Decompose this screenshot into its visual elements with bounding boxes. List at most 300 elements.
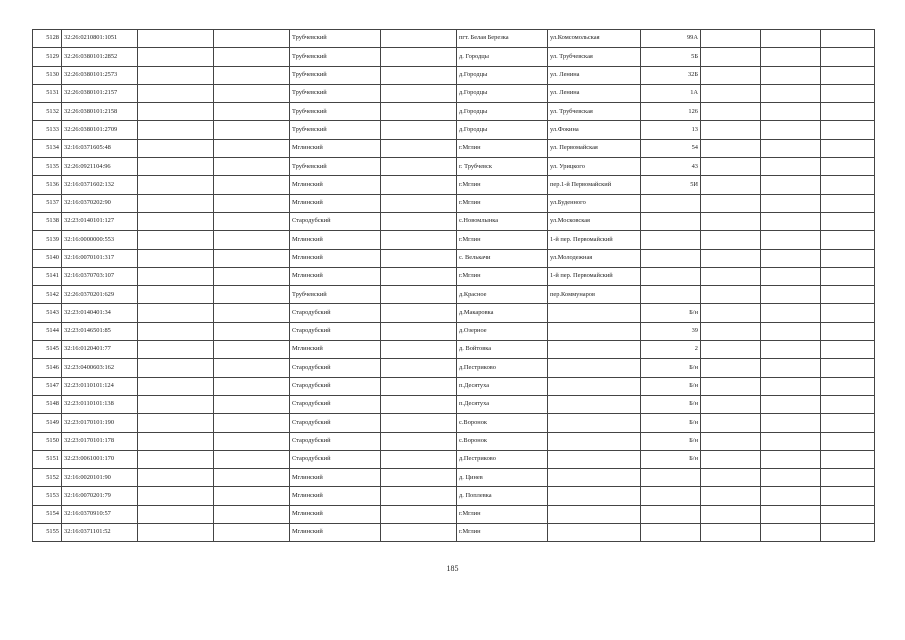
- cadastral-number-cell: 32:16:0070201:79: [62, 487, 138, 505]
- cadastral-number-cell: 32:23:0110101:124: [62, 377, 138, 395]
- empty-cell: [701, 158, 761, 176]
- row-number-cell: 5143: [33, 304, 62, 322]
- district-cell: Мглинский: [290, 505, 381, 523]
- cadastral-number-cell: 32:26:0380101:2573: [62, 66, 138, 84]
- district-cell: Стародубский: [290, 212, 381, 230]
- empty-cell: [821, 30, 875, 48]
- empty-cell: [821, 231, 875, 249]
- table-row: [33, 341, 875, 359]
- empty-cell: [214, 176, 290, 194]
- empty-cell: [138, 139, 214, 157]
- empty-cell: [381, 286, 457, 304]
- district-cell: Мглинский: [290, 176, 381, 194]
- district-cell: Стародубский: [290, 304, 381, 322]
- empty-cell: [821, 212, 875, 230]
- house-number-cell: Б/н: [641, 414, 701, 432]
- district-cell: Трубчевский: [290, 158, 381, 176]
- empty-cell: [138, 176, 214, 194]
- street-cell: [548, 304, 641, 322]
- empty-cell: [138, 322, 214, 340]
- district-cell: Стародубский: [290, 414, 381, 432]
- row-number-cell: 5131: [33, 84, 62, 102]
- locality-cell: с.Новомлынка: [457, 212, 548, 230]
- page-number: 185: [446, 564, 459, 573]
- empty-cell: [381, 469, 457, 487]
- empty-cell: [821, 395, 875, 413]
- empty-cell: [761, 505, 821, 523]
- row-number-cell: 5133: [33, 121, 62, 139]
- cadastral-number-cell: 32:16:0370202:90: [62, 194, 138, 212]
- empty-cell: [381, 432, 457, 450]
- locality-cell: д. Войтовка: [457, 341, 548, 359]
- empty-cell: [821, 194, 875, 212]
- empty-cell: [381, 176, 457, 194]
- empty-cell: [761, 524, 821, 542]
- cadastral-number-cell: 32:26:0370201:629: [62, 286, 138, 304]
- locality-cell: г.Мглин: [457, 267, 548, 285]
- empty-cell: [761, 48, 821, 66]
- row-number-cell: 5149: [33, 414, 62, 432]
- house-number-cell: Б/н: [641, 304, 701, 322]
- empty-cell: [381, 359, 457, 377]
- empty-cell: [138, 377, 214, 395]
- district-cell: Мглинский: [290, 487, 381, 505]
- empty-cell: [381, 121, 457, 139]
- district-cell: Мглинский: [290, 139, 381, 157]
- empty-cell: [381, 194, 457, 212]
- cadastral-number-cell: 32:23:0170101:190: [62, 414, 138, 432]
- locality-cell: д. Цинев: [457, 469, 548, 487]
- district-cell: Стародубский: [290, 432, 381, 450]
- empty-cell: [214, 139, 290, 157]
- cadastral-number-cell: 32:23:0140401:34: [62, 304, 138, 322]
- row-number-cell: 5151: [33, 450, 62, 468]
- empty-cell: [138, 286, 214, 304]
- empty-cell: [701, 267, 761, 285]
- empty-cell: [381, 395, 457, 413]
- empty-cell: [138, 524, 214, 542]
- cadastral-number-cell: 32:26:0380101:2709: [62, 121, 138, 139]
- empty-cell: [821, 341, 875, 359]
- street-cell: ул.Буденного: [548, 194, 641, 212]
- district-cell: Трубчевский: [290, 66, 381, 84]
- table-row: [33, 231, 875, 249]
- empty-cell: [761, 322, 821, 340]
- empty-cell: [701, 194, 761, 212]
- locality-cell: д.Городцы: [457, 103, 548, 121]
- house-number-cell: Б/н: [641, 450, 701, 468]
- house-number-cell: [641, 267, 701, 285]
- empty-cell: [381, 66, 457, 84]
- street-cell: [548, 377, 641, 395]
- table-row: [33, 395, 875, 413]
- street-cell: ул. Ленина: [548, 84, 641, 102]
- empty-cell: [214, 121, 290, 139]
- empty-cell: [381, 377, 457, 395]
- table-row: [33, 121, 875, 139]
- empty-cell: [138, 267, 214, 285]
- locality-cell: д.Пестриково: [457, 450, 548, 468]
- empty-cell: [381, 341, 457, 359]
- house-number-cell: [641, 505, 701, 523]
- empty-cell: [214, 212, 290, 230]
- empty-cell: [138, 249, 214, 267]
- empty-cell: [214, 487, 290, 505]
- street-cell: [548, 341, 641, 359]
- empty-cell: [761, 377, 821, 395]
- empty-cell: [214, 267, 290, 285]
- empty-cell: [381, 304, 457, 322]
- house-number-cell: Б/н: [641, 395, 701, 413]
- empty-cell: [761, 450, 821, 468]
- table-row: [33, 487, 875, 505]
- empty-cell: [821, 450, 875, 468]
- cadastral-number-cell: 32:16:0371101:52: [62, 524, 138, 542]
- house-number-cell: [641, 286, 701, 304]
- house-number-cell: [641, 524, 701, 542]
- empty-cell: [701, 341, 761, 359]
- street-cell: пер.Коммунаров: [548, 286, 641, 304]
- street-cell: [548, 414, 641, 432]
- row-number-cell: 5155: [33, 524, 62, 542]
- row-number-cell: 5137: [33, 194, 62, 212]
- empty-cell: [138, 48, 214, 66]
- empty-cell: [821, 66, 875, 84]
- empty-cell: [214, 103, 290, 121]
- house-number-cell: 5И: [641, 176, 701, 194]
- district-cell: Трубчевский: [290, 121, 381, 139]
- empty-cell: [138, 450, 214, 468]
- empty-cell: [138, 30, 214, 48]
- table-row: [33, 359, 875, 377]
- locality-cell: г.Мглин: [457, 505, 548, 523]
- empty-cell: [821, 432, 875, 450]
- empty-cell: [214, 450, 290, 468]
- street-cell: [548, 505, 641, 523]
- street-cell: [548, 395, 641, 413]
- cadastral-number-cell: 32:16:0370703:107: [62, 267, 138, 285]
- empty-cell: [821, 121, 875, 139]
- cadastral-number-cell: 32:16:0371602:132: [62, 176, 138, 194]
- cadastral-number-cell: 32:16:0371605:48: [62, 139, 138, 157]
- district-cell: Мглинский: [290, 231, 381, 249]
- cadastral-number-cell: 32:26:0380101:2158: [62, 103, 138, 121]
- empty-cell: [138, 66, 214, 84]
- empty-cell: [214, 304, 290, 322]
- table-row: [33, 432, 875, 450]
- empty-cell: [138, 84, 214, 102]
- district-cell: Мглинский: [290, 524, 381, 542]
- locality-cell: д.Красное: [457, 286, 548, 304]
- empty-cell: [761, 395, 821, 413]
- table-row: [33, 103, 875, 121]
- empty-cell: [381, 450, 457, 468]
- row-number-cell: 5140: [33, 249, 62, 267]
- empty-cell: [214, 377, 290, 395]
- house-number-cell: 126: [641, 103, 701, 121]
- row-number-cell: 5154: [33, 505, 62, 523]
- house-number-cell: [641, 212, 701, 230]
- street-cell: ул.Московская: [548, 212, 641, 230]
- empty-cell: [138, 469, 214, 487]
- row-number-cell: 5128: [33, 30, 62, 48]
- street-cell: [548, 322, 641, 340]
- empty-cell: [214, 158, 290, 176]
- empty-cell: [701, 176, 761, 194]
- empty-cell: [761, 231, 821, 249]
- street-cell: [548, 359, 641, 377]
- locality-cell: с.Воронок: [457, 414, 548, 432]
- empty-cell: [761, 487, 821, 505]
- row-number-cell: 5134: [33, 139, 62, 157]
- empty-cell: [381, 48, 457, 66]
- table-row: [33, 414, 875, 432]
- street-cell: ул.Молодежная: [548, 249, 641, 267]
- empty-cell: [214, 84, 290, 102]
- house-number-cell: [641, 231, 701, 249]
- row-number-cell: 5135: [33, 158, 62, 176]
- empty-cell: [701, 432, 761, 450]
- district-cell: Стародубский: [290, 322, 381, 340]
- table-row: [33, 48, 875, 66]
- table-row: [33, 30, 875, 48]
- empty-cell: [214, 505, 290, 523]
- empty-cell: [701, 84, 761, 102]
- locality-cell: д. Городцы: [457, 48, 548, 66]
- empty-cell: [138, 359, 214, 377]
- empty-cell: [761, 176, 821, 194]
- table-row: [33, 304, 875, 322]
- locality-cell: д.Городцы: [457, 66, 548, 84]
- locality-cell: с.Воронок: [457, 432, 548, 450]
- empty-cell: [761, 212, 821, 230]
- cadastral-number-cell: 32:23:0110101:138: [62, 395, 138, 413]
- empty-cell: [381, 414, 457, 432]
- street-cell: [548, 524, 641, 542]
- empty-cell: [701, 487, 761, 505]
- empty-cell: [214, 249, 290, 267]
- cadastral-number-cell: 32:16:0020101:90: [62, 469, 138, 487]
- empty-cell: [381, 524, 457, 542]
- empty-cell: [138, 414, 214, 432]
- district-cell: Мглинский: [290, 249, 381, 267]
- empty-cell: [138, 194, 214, 212]
- house-number-cell: [641, 469, 701, 487]
- empty-cell: [761, 30, 821, 48]
- street-cell: [548, 487, 641, 505]
- registry-table: [32, 29, 875, 542]
- cadastral-number-cell: 32:16:0120401:77: [62, 341, 138, 359]
- empty-cell: [761, 194, 821, 212]
- house-number-cell: Б/н: [641, 377, 701, 395]
- empty-cell: [701, 249, 761, 267]
- empty-cell: [761, 304, 821, 322]
- empty-cell: [821, 176, 875, 194]
- empty-cell: [761, 469, 821, 487]
- empty-cell: [214, 395, 290, 413]
- empty-cell: [381, 84, 457, 102]
- row-number-cell: 5150: [33, 432, 62, 450]
- empty-cell: [761, 359, 821, 377]
- empty-cell: [761, 414, 821, 432]
- empty-cell: [214, 231, 290, 249]
- locality-cell: г.Мглин: [457, 194, 548, 212]
- empty-cell: [214, 194, 290, 212]
- row-number-cell: 5141: [33, 267, 62, 285]
- empty-cell: [821, 487, 875, 505]
- street-cell: ул.Комсомольская: [548, 30, 641, 48]
- empty-cell: [701, 304, 761, 322]
- empty-cell: [381, 212, 457, 230]
- empty-cell: [381, 103, 457, 121]
- table-row: [33, 267, 875, 285]
- row-number-cell: 5129: [33, 48, 62, 66]
- empty-cell: [761, 139, 821, 157]
- empty-cell: [701, 524, 761, 542]
- empty-cell: [138, 212, 214, 230]
- street-cell: ул.Фокина: [548, 121, 641, 139]
- street-cell: ул. Трубчевская: [548, 103, 641, 121]
- house-number-cell: [641, 249, 701, 267]
- empty-cell: [761, 121, 821, 139]
- empty-cell: [701, 377, 761, 395]
- district-cell: Стародубский: [290, 359, 381, 377]
- empty-cell: [821, 267, 875, 285]
- empty-cell: [701, 505, 761, 523]
- empty-cell: [821, 286, 875, 304]
- empty-cell: [214, 469, 290, 487]
- empty-cell: [761, 249, 821, 267]
- empty-cell: [821, 322, 875, 340]
- empty-cell: [761, 103, 821, 121]
- locality-cell: д.Озерное: [457, 322, 548, 340]
- house-number-cell: Б/н: [641, 359, 701, 377]
- empty-cell: [701, 231, 761, 249]
- empty-cell: [701, 103, 761, 121]
- empty-cell: [701, 359, 761, 377]
- district-cell: Стародубский: [290, 450, 381, 468]
- house-number-cell: 43: [641, 158, 701, 176]
- row-number-cell: 5132: [33, 103, 62, 121]
- table-row: [33, 66, 875, 84]
- empty-cell: [381, 249, 457, 267]
- empty-cell: [381, 322, 457, 340]
- row-number-cell: 5130: [33, 66, 62, 84]
- cadastral-number-cell: 32:23:0146501:85: [62, 322, 138, 340]
- table-row: [33, 322, 875, 340]
- row-number-cell: 5148: [33, 395, 62, 413]
- row-number-cell: 5152: [33, 469, 62, 487]
- empty-cell: [214, 524, 290, 542]
- empty-cell: [138, 158, 214, 176]
- street-cell: [548, 432, 641, 450]
- empty-cell: [821, 359, 875, 377]
- empty-cell: [381, 267, 457, 285]
- locality-cell: с. Велькачи: [457, 249, 548, 267]
- empty-cell: [761, 66, 821, 84]
- row-number-cell: 5136: [33, 176, 62, 194]
- locality-cell: д. Поплевка: [457, 487, 548, 505]
- house-number-cell: 2: [641, 341, 701, 359]
- district-cell: Стародубский: [290, 395, 381, 413]
- table-row: [33, 505, 875, 523]
- empty-cell: [701, 30, 761, 48]
- house-number-cell: Б/н: [641, 432, 701, 450]
- empty-cell: [701, 322, 761, 340]
- empty-cell: [214, 30, 290, 48]
- district-cell: Трубчевский: [290, 84, 381, 102]
- empty-cell: [381, 487, 457, 505]
- table-row: [33, 194, 875, 212]
- empty-cell: [701, 286, 761, 304]
- empty-cell: [821, 304, 875, 322]
- empty-cell: [138, 231, 214, 249]
- row-number-cell: 5138: [33, 212, 62, 230]
- empty-cell: [381, 505, 457, 523]
- house-number-cell: 32Б: [641, 66, 701, 84]
- cadastral-number-cell: 32:23:0170101:178: [62, 432, 138, 450]
- empty-cell: [761, 158, 821, 176]
- empty-cell: [821, 377, 875, 395]
- district-cell: Мглинский: [290, 341, 381, 359]
- empty-cell: [138, 395, 214, 413]
- empty-cell: [138, 103, 214, 121]
- empty-cell: [821, 103, 875, 121]
- empty-cell: [381, 158, 457, 176]
- locality-cell: п.Десятуха: [457, 395, 548, 413]
- locality-cell: д.Городцы: [457, 121, 548, 139]
- cadastral-number-cell: 32:23:0400603:162: [62, 359, 138, 377]
- district-cell: Стародубский: [290, 377, 381, 395]
- empty-cell: [701, 139, 761, 157]
- cadastral-number-cell: 32:23:0140101:127: [62, 212, 138, 230]
- house-number-cell: [641, 487, 701, 505]
- district-cell: Трубчевский: [290, 48, 381, 66]
- street-cell: [548, 469, 641, 487]
- row-number-cell: 5147: [33, 377, 62, 395]
- empty-cell: [214, 341, 290, 359]
- empty-cell: [821, 505, 875, 523]
- empty-cell: [761, 341, 821, 359]
- empty-cell: [821, 469, 875, 487]
- empty-cell: [214, 432, 290, 450]
- table-body: [33, 30, 875, 542]
- house-number-cell: 1А: [641, 84, 701, 102]
- locality-cell: п.Десятуха: [457, 377, 548, 395]
- empty-cell: [701, 48, 761, 66]
- empty-cell: [701, 414, 761, 432]
- cadastral-number-cell: 32:26:0380101:2157: [62, 84, 138, 102]
- table-row: [33, 524, 875, 542]
- row-number-cell: 5145: [33, 341, 62, 359]
- empty-cell: [381, 30, 457, 48]
- locality-cell: г.Мглин: [457, 176, 548, 194]
- empty-cell: [138, 341, 214, 359]
- table-row: [33, 450, 875, 468]
- house-number-cell: [641, 194, 701, 212]
- table-row: [33, 139, 875, 157]
- empty-cell: [214, 66, 290, 84]
- empty-cell: [138, 304, 214, 322]
- empty-cell: [701, 212, 761, 230]
- house-number-cell: 13: [641, 121, 701, 139]
- empty-cell: [821, 524, 875, 542]
- house-number-cell: 5Б: [641, 48, 701, 66]
- street-cell: ул. Ленина: [548, 66, 641, 84]
- empty-cell: [761, 286, 821, 304]
- house-number-cell: 99А: [641, 30, 701, 48]
- house-number-cell: 54: [641, 139, 701, 157]
